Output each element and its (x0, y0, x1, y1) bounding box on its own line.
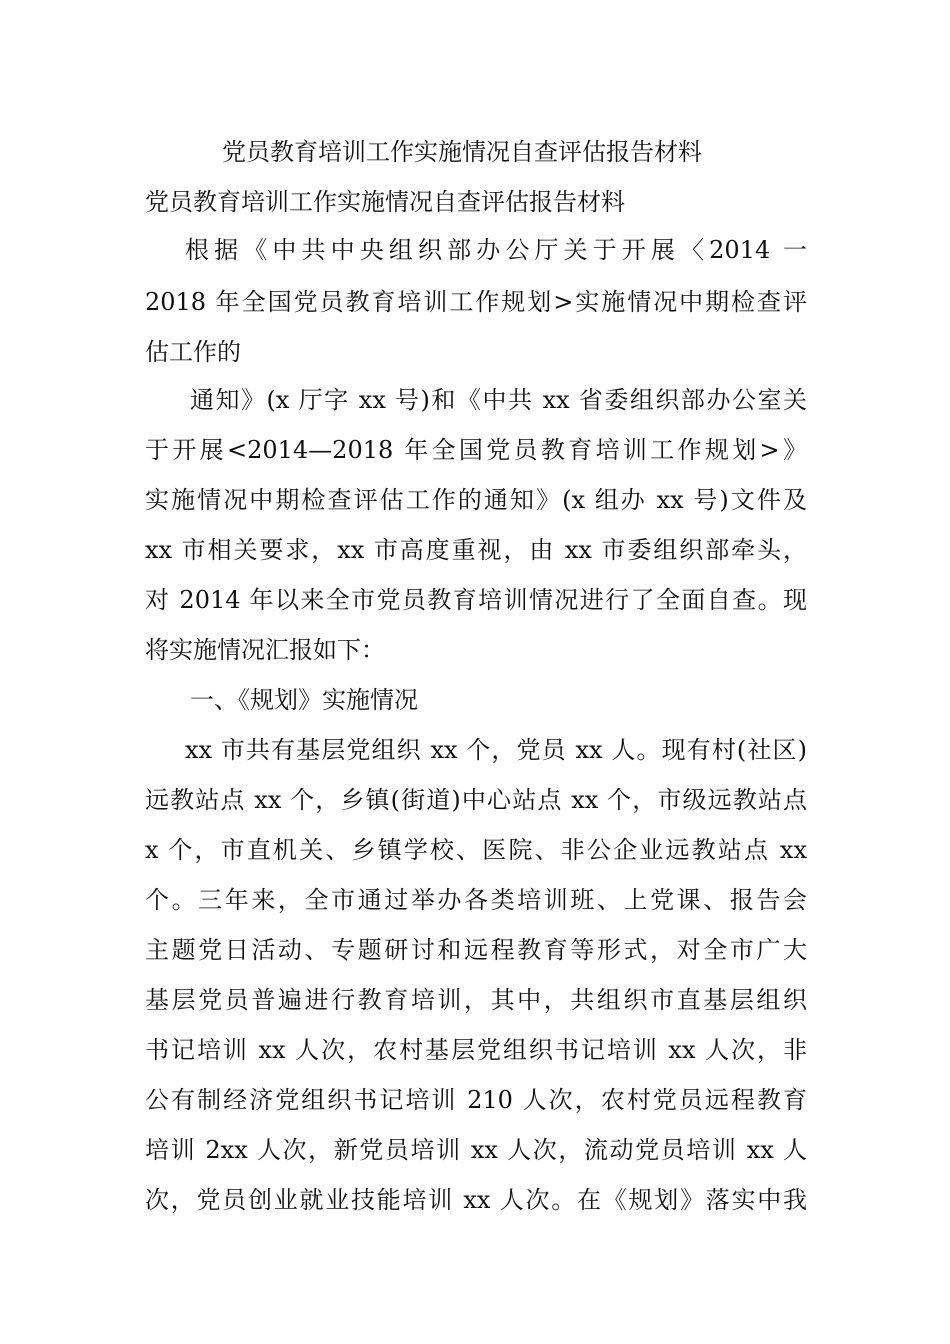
body-line-18: 公有制经济党组织书记培训 210 人次，农村党员远程教育 (145, 1086, 807, 1114)
body-line-16: 基层党员普遍进行教育培训，其中，共组织市直基层组织 (145, 986, 807, 1014)
section-heading: 一、《规划》实施情况 (190, 686, 418, 714)
document-subtitle: 党员教育培训工作实施情况自查评估报告材料 (145, 188, 625, 216)
body-line-11: xx 市共有基层党组织 xx 个，党员 xx 人。现有村(社区) (185, 736, 807, 764)
body-line-9: 将实施情况汇报如下： (145, 636, 385, 664)
body-line-17: 书记培训 xx 人次，农村基层党组织书记培训 xx 人次，非 (145, 1036, 807, 1064)
body-line-2: 2018 年全国党员教育培训工作规划>实施情况中期检查评 (145, 288, 807, 316)
body-line-5: 于开展<2014—2018 年全国党员教育培训工作规划>》 (145, 436, 807, 464)
body-line-8: 对 2014 年以来全市党员教育培训情况进行了全面自查。现 (145, 586, 807, 614)
body-line-7: xx 市相关要求，xx 市高度重视，由 xx 市委组织部牵头， (145, 536, 807, 564)
body-line-3: 估工作的 (145, 338, 241, 366)
body-line-12: 远教站点 xx 个，乡镇(街道)中心站点 xx 个，市级远教站点 (145, 786, 807, 814)
document-title: 党员教育培训工作实施情况自查评估报告材料 (222, 138, 702, 166)
body-line-20: 次，党员创业就业技能培训 xx 人次。在《规划》落实中我 (145, 1186, 807, 1214)
body-line-6: 实施情况中期检查评估工作的通知》(x 组办 xx 号)文件及 (145, 486, 807, 514)
body-line-15: 主题党日活动、专题研讨和远程教育等形式，对全市广大 (145, 936, 807, 964)
body-line-1: 根据《中共中央组织部办公厅关于开展〈2014 一 (185, 236, 807, 264)
body-line-4: 通知》(x 厅字 xx 号)和《中共 xx 省委组织部办公室关 (190, 386, 807, 414)
body-line-14: 个。三年来，全市通过举办各类培训班、上党课、报告会 (145, 886, 807, 914)
body-line-13: x 个，市直机关、乡镇学校、医院、非公企业远教站点 xx (145, 836, 807, 864)
body-line-19: 培训 2xx 人次，新党员培训 xx 人次，流动党员培训 xx 人 (145, 1136, 807, 1164)
